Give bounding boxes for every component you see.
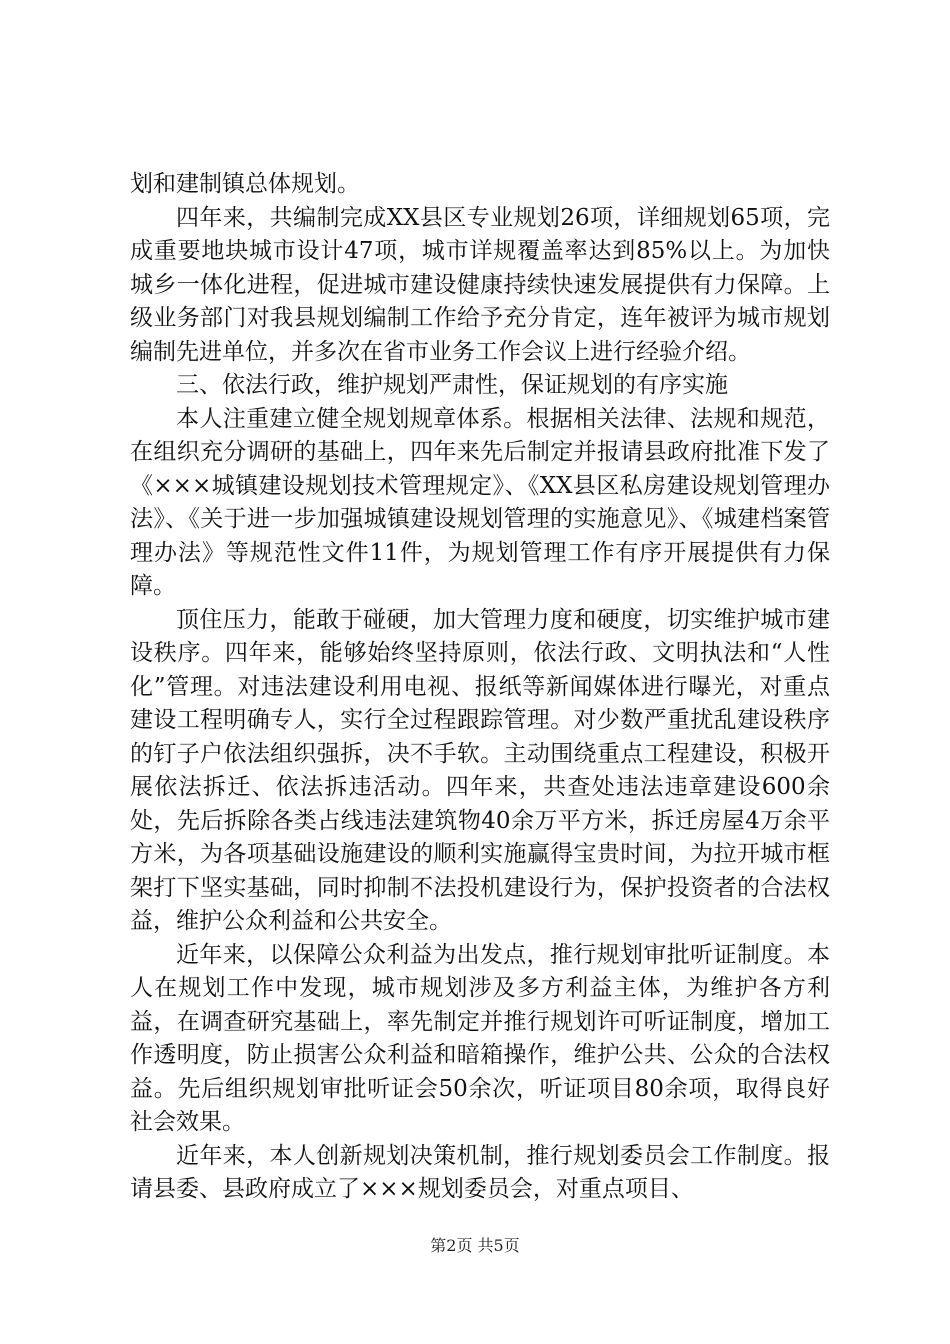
section-heading-lawful-administration: 三、依法行政，维护规划严肃性，保证规划的有序实施 — [176, 372, 728, 398]
page-number-footer: 第2页 共5页 — [430, 1236, 520, 1255]
paragraph-continuation: 划和建制镇总体规划。 — [130, 171, 360, 197]
paragraph-enforcement: 顶住压力，能敢于碰硬，加大管理力度和硬度，切实维护城市建设秩序。四年来，能够始终坚持原则，依法行政、文明执法和“人性化”管理。对违法建设利用电视、报纸等新闻媒体进行曝光，对重点建设工程明确专人，实行全过程跟踪管理。对少数严重扰乱建设秩序的钉子户依法组织强拆，决不手软。主动围绕重点工程建设，积极开展依法拆迁、依法拆违活动。四年来，共查处违法违章建设600余处，先后拆除各类占线违法建筑物40余万平方米，拆迁房屋4万余平方米，为各项基础设施建设的顺利实施赢得宝贵时间，为拉开城市框架打下坚实基础，同时抑制不法投机建设行为，保护投资者的合法权益，维护公众利益和公共安全。 — [130, 606, 830, 934]
paragraph-hearing-system: 近年来，以保障公众利益为出发点，推行规划审批听证制度。本人在规划工作中发现，城市规划涉及多方利益主体，为维护各方利益，在调查研究基础上，率先制定并推行规划许可听证制度，增加工作透明度，防止损害公众利益和暗箱操作，维护公共、公众的合法权益。先后组织规划审批听证会50余次，听证项目80余项，取得良好社会效果。 — [130, 941, 830, 1135]
document-body — [130, 168, 830, 1207]
paragraph-planning-results: 四年来，共编制完成XX县区专业规划26项，详细规划65项，完成重要地块城市设计47项，城市详规覆盖率达到85%以上。为加快城乡一体化进程，促进城市建设健康持续快速发展提供有力保障。上级业务部门对我县规划编制工作给予充分肯定，连年被评为城市规划编制先进单位，并多次在省市业务工作会议上进行经验介绍。 — [130, 204, 830, 365]
paragraph-planning-committee: 近年来，本人创新规划决策机制，推行规划委员会工作制度。报请县委、县政府成立了×××规划委员会，对重点项目、 — [130, 1142, 830, 1202]
paragraph-regulations: 本人注重建立健全规划规章体系。根据相关法律、法规和规范，在组织充分调研的基础上，四年来先后制定并报请县政府批准下发了《×××城镇建设规划技术管理规定》、《XX县区私房建设规划管理办法》、《关于进一步加强城镇建设规划管理的实施意见》、《城建档案管理办法》等规范性文件11件，为规划管理工作有序开展提供有力保障。 — [130, 405, 830, 599]
